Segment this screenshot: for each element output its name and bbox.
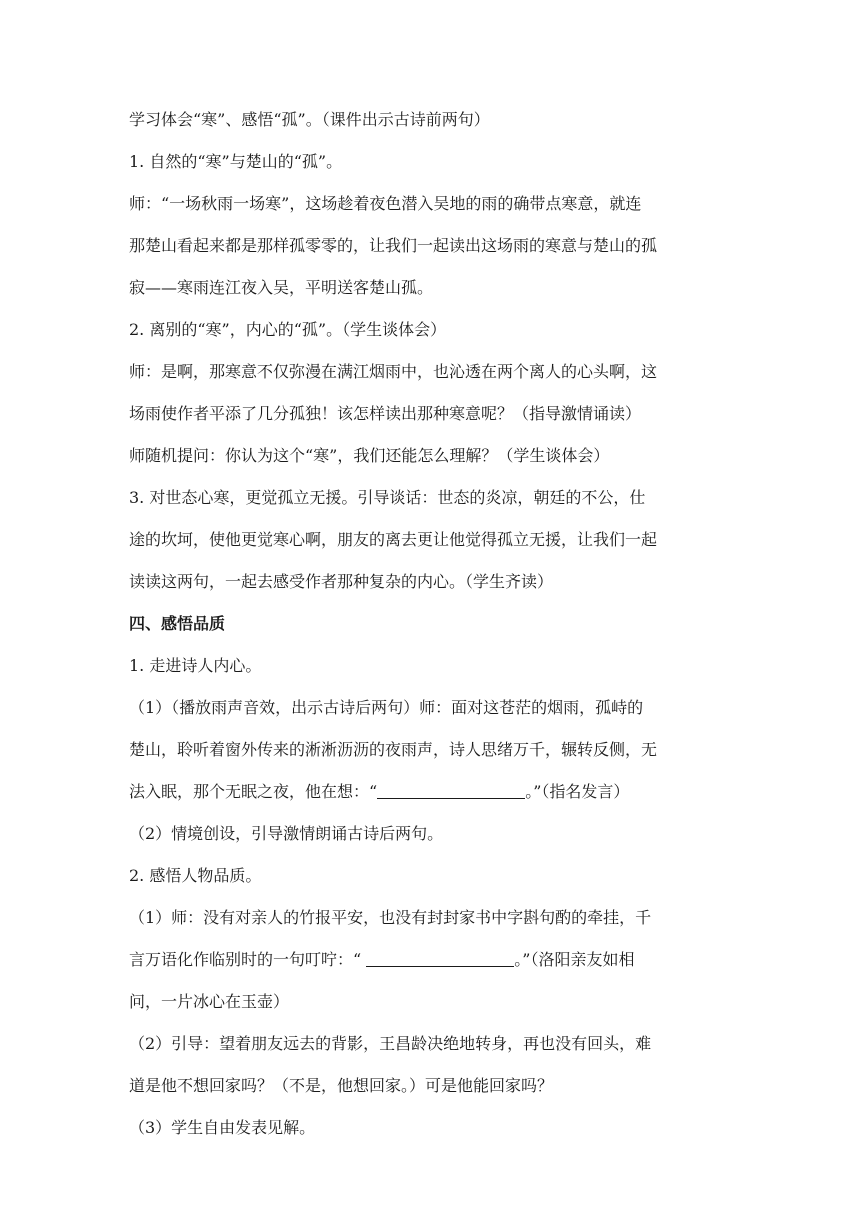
text-line: 场雨使作者平添了几分孤独！该怎样读出那种寒意呢？（指导激情诵读） <box>129 404 642 423</box>
teacher-line: 师：是啊，那寒意不仅弥漫在满江烟雨中，也沁透在两个离人的心头啊，这 <box>129 362 658 381</box>
text-line-with-blank <box>129 944 729 976</box>
text-fragment: 。”（指名发言） <box>525 782 630 801</box>
text-line: （2）情境创设，引导激情朗诵古诗后两句。 <box>129 824 444 843</box>
text-line: 寂——寒雨连江夜入吴，平明送客楚山孤。 <box>129 278 434 297</box>
sub-heading: 2. 感悟人物品质。 <box>129 866 262 885</box>
text-line: 那楚山看起来都是那样孤零零的，让我们一起读出这场雨的寒意与楚山的孤 <box>129 236 658 255</box>
text-line: （3）学生自由发表见解。 <box>129 1118 316 1137</box>
text-line: 道是他不想回家吗？（不是，他想回家。）可是他能回家吗？ <box>129 1076 554 1095</box>
text-line: （1）（播放雨声音效，出示古诗后两句）师：面对这苍茫的烟雨，孤峙的 <box>129 698 644 717</box>
teacher-line: 师：“一场秋雨一场寒”，这场趁着夜色潜入吴地的雨的确带点寒意，就连 <box>129 194 642 213</box>
text-line-with-blank <box>129 776 729 808</box>
text-line: 读读这两句，一起去感受作者那种复杂的内心。（学生齐读） <box>129 572 554 591</box>
fill-in-blank <box>377 778 525 799</box>
text-fragment: 言万语化作临别时的一句叮咛：“ <box>129 950 367 969</box>
text-line: （1）师：没有对亲人的竹报平安，也没有封封家书中字斟句酌的牵挂，千 <box>129 908 652 927</box>
sub-heading: 1. 走进诗人内心。 <box>129 656 262 675</box>
item-3-heading: 3. 对世态心寒，更觉孤立无援。引导谈话：世态的炎凉，朝廷的不公，仕 <box>129 488 646 507</box>
text-fragment: 。”（洛阳亲友如相 <box>514 950 635 969</box>
fill-in-blank <box>366 946 514 967</box>
document-page <box>129 104 729 1144</box>
item-1-heading: 1. 自然的“寒”与楚山的“孤”。 <box>129 152 343 171</box>
section-heading: 四、感悟品质 <box>129 614 226 633</box>
text-line: （2）引导：望着朋友远去的背影，王昌龄决绝地转身，再也没有回头，难 <box>129 1034 652 1053</box>
teacher-question: 师随机提问：你认为这个“寒”，我们还能怎么理解？（学生谈体会） <box>129 446 610 465</box>
text-fragment: 法入眠，那个无眠之夜，他在想：“ <box>129 782 378 801</box>
text-line: 问，一片冰心在玉壶） <box>129 992 290 1011</box>
text-line: 途的坎坷，使他更觉寒心啊，朋友的离去更让他觉得孤立无援，让我们一起 <box>129 530 658 549</box>
paragraph-intro: 学习体会“寒”、感悟“孤”。（课件出示古诗前两句） <box>129 110 490 129</box>
item-2-heading: 2. 离别的“寒”，内心的“孤”。（学生谈体会） <box>129 320 447 339</box>
text-line: 楚山，聆听着窗外传来的淅淅沥沥的夜雨声，诗人思绪万千，辗转反侧，无 <box>129 740 658 759</box>
